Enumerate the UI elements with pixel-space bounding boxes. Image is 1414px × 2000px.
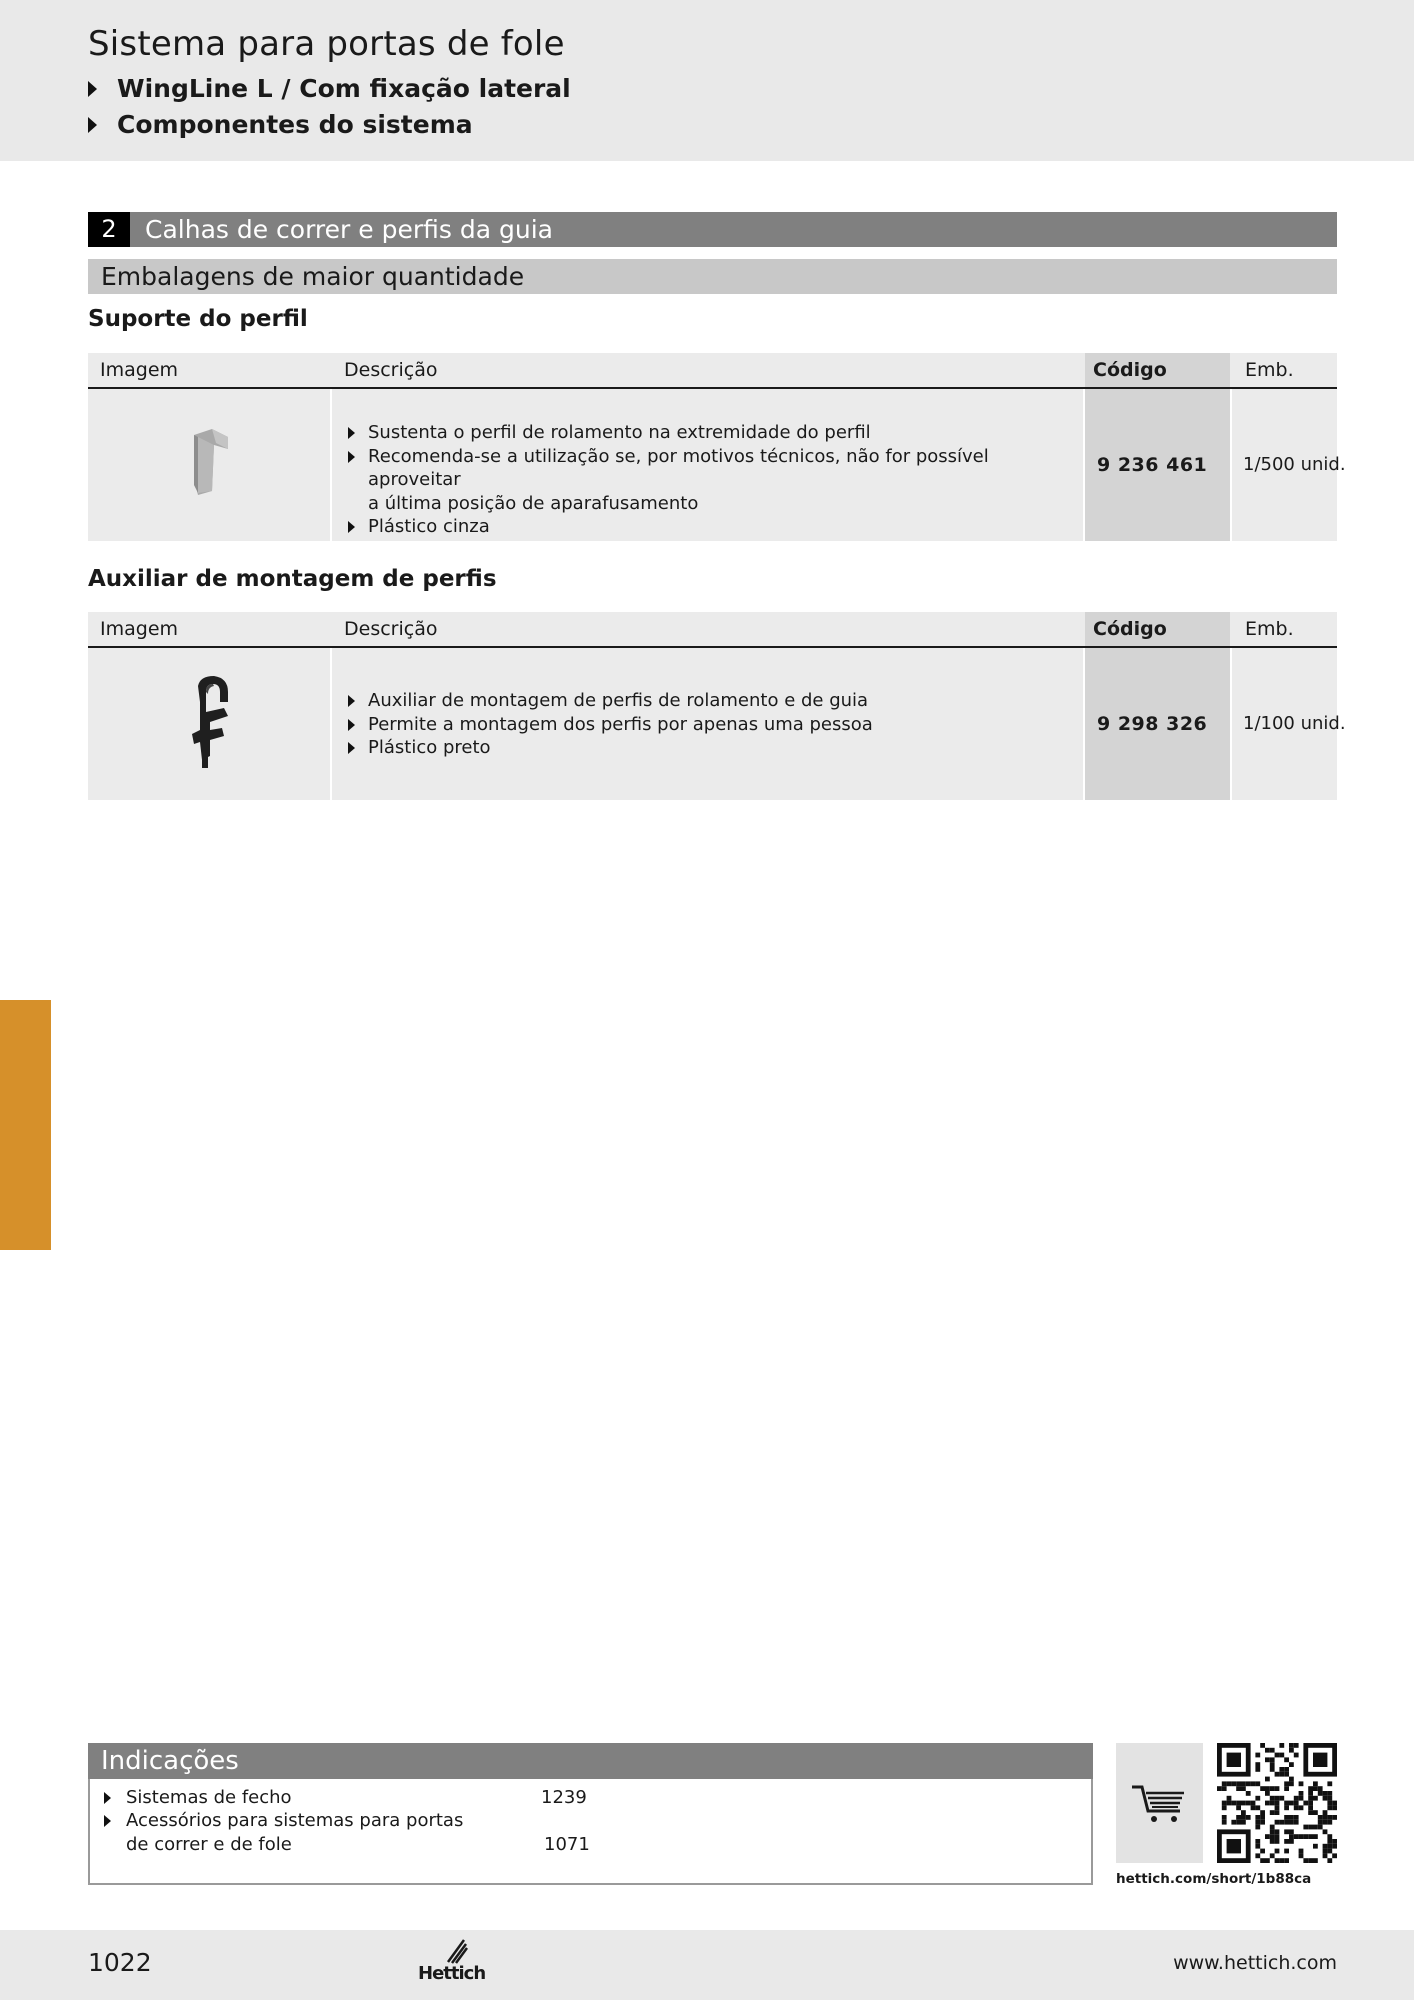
website-link[interactable]: www.hettich.com	[1173, 1952, 1337, 1974]
product-table	[88, 612, 1346, 800]
description-cell	[332, 648, 1083, 800]
section-number: 2	[88, 212, 130, 247]
product-code[interactable]: 9 236 461	[1097, 454, 1208, 476]
description-cell	[332, 389, 1083, 541]
product-title: Auxiliar de montagem de perfis	[88, 566, 497, 592]
table-row	[88, 389, 1346, 541]
triangle-bullet-icon	[348, 719, 355, 731]
packaging-title: Embalagens de maior quantidade	[101, 262, 525, 291]
notes-box	[88, 1743, 1093, 1885]
product-title: Suporte do perfil	[88, 306, 308, 332]
code-cell	[1085, 648, 1230, 800]
header-description: Descrição	[344, 618, 438, 640]
packaging-bar	[88, 259, 1337, 294]
note-label: Sistemas de fecho	[126, 1787, 292, 1808]
page-header	[0, 0, 1414, 161]
notes-header	[88, 1743, 1093, 1779]
shop-link[interactable]	[1116, 1743, 1203, 1863]
section-bar	[88, 212, 1337, 247]
notes-title: Indicações	[101, 1746, 239, 1776]
list-item-continuation: a última posição de aparafusamento	[368, 492, 699, 514]
list-item: Plástico cinza	[346, 515, 1083, 539]
page-footer	[0, 1930, 1414, 2000]
table-row	[88, 648, 1346, 800]
list-item: Permite a montagem dos perfis por apenas uma pessoa	[346, 713, 873, 737]
list-item: Auxiliar de montagem de perfis de rolamento e de guia	[346, 689, 873, 713]
triangle-bullet-icon	[88, 117, 97, 133]
list-item: Recomenda-se a utilização se, por motivos técnicos, não for possível aproveitar	[346, 445, 1083, 492]
list-item: Plástico preto	[346, 736, 873, 760]
header-pack: Emb.	[1245, 618, 1294, 640]
header-pack: Emb.	[1245, 359, 1294, 381]
header-image: Imagem	[100, 359, 179, 381]
header-code: Código	[1085, 612, 1230, 646]
page-number: 1022	[88, 1948, 152, 1977]
note-page-number[interactable]: 1071	[544, 1834, 590, 1855]
header-description: Descrição	[344, 359, 438, 381]
triangle-bullet-icon	[348, 521, 355, 533]
hettich-logo	[418, 1936, 490, 1986]
table-header	[88, 353, 1337, 389]
mounting-aid-image	[180, 672, 240, 772]
header-image: Imagem	[100, 618, 179, 640]
image-cell	[88, 648, 330, 800]
logo-mark-icon	[446, 1936, 468, 1964]
page-title: Sistema para portas de fole	[88, 24, 565, 64]
qr-url[interactable]: hettich.com/short/1b88ca	[1116, 1871, 1312, 1887]
breadcrumb-item-wingline	[88, 74, 571, 103]
note-label: Acessórios para sistemas para portas	[126, 1810, 464, 1831]
triangle-bullet-icon	[348, 742, 355, 754]
brand-name: Hettich	[418, 1963, 486, 1984]
triangle-bullet-icon	[348, 451, 355, 463]
pack-cell	[1232, 389, 1346, 541]
section-title: Calhas de correr e perfis da guia	[145, 215, 553, 244]
pack-cell	[1232, 648, 1346, 800]
image-cell	[88, 389, 330, 541]
pack-quantity: 1/500 unid.	[1243, 454, 1346, 475]
description-list	[346, 421, 1083, 539]
breadcrumb-item-components	[88, 110, 473, 139]
qr-code[interactable]	[1217, 1743, 1337, 1863]
breadcrumb-label: WingLine L / Com fixação lateral	[117, 74, 571, 103]
note-label: de correr e de fole	[126, 1834, 292, 1855]
triangle-bullet-icon	[104, 1792, 111, 1804]
triangle-bullet-icon	[348, 427, 355, 439]
chapter-tab	[0, 1000, 51, 1250]
description-list	[346, 689, 873, 760]
table-header	[88, 612, 1337, 648]
code-cell	[1085, 389, 1230, 541]
triangle-bullet-icon	[104, 1815, 111, 1827]
product-table	[88, 353, 1346, 541]
triangle-bullet-icon	[348, 695, 355, 707]
pack-quantity: 1/100 unid.	[1243, 713, 1346, 734]
triangle-bullet-icon	[88, 81, 97, 97]
breadcrumb-label: Componentes do sistema	[117, 110, 473, 139]
list-item: Sustenta o perfil de rolamento na extremidade do perfil	[346, 421, 1083, 445]
profile-support-image	[184, 427, 234, 501]
product-code[interactable]: 9 298 326	[1097, 713, 1208, 735]
header-code: Código	[1085, 353, 1230, 387]
note-page-number[interactable]: 1239	[541, 1787, 587, 1808]
shopping-cart-icon	[1130, 1781, 1190, 1825]
